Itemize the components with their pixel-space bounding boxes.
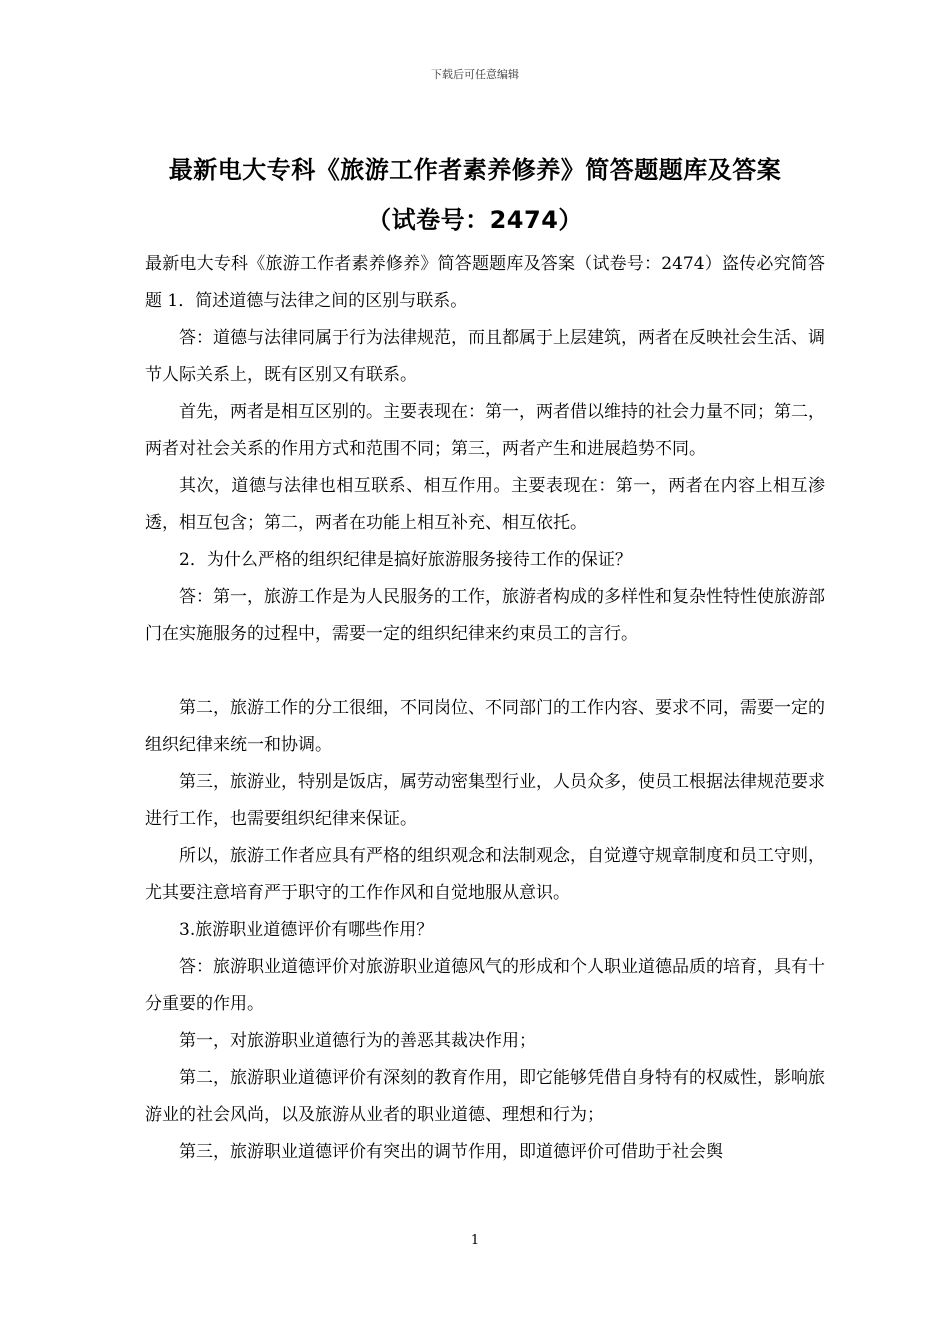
page-number: 1: [470, 1233, 480, 1248]
paragraph-answer-2-first: 答：第一，旅游工作是为人民服务的工作，旅游者构成的多样性和复杂性特性使旅游部门在实施服务的过程中，需要一定的组织纪律来约束员工的言行。: [145, 587, 825, 644]
paragraph-answer-2-second: 第二，旅游工作的分工很细，不同岗位、不同部门的工作内容、要求不同，需要一定的组织纪律来统一和协调。: [145, 698, 825, 755]
paragraph-answer-1-second: 其次，道德与法律也相互联系、相互作用。主要表现在：第一，两者在内容上相互渗透，相互包含；第二，两者在功能上相互补充、相互依托。: [145, 476, 825, 533]
paragraph-answer-3-second: 第二，旅游职业道德评价有深刻的教育作用，即它能够凭借自身特有的权威性，影响旅游业的社会风尚，以及旅游从业者的职业道德、理想和行为；: [145, 1068, 825, 1125]
paragraph-answer-2-third: 第三，旅游业，特别是饭店，属劳动密集型行业，人员众多，使员工根据法律规范要求进行工作，也需要组织纪律来保证。: [145, 772, 825, 829]
paragraph-answer-3-intro: 答：旅游职业道德评价对旅游职业道德风气的形成和个人职业道德品质的培育，具有十分重要的作用。: [145, 957, 825, 1014]
document-title-line-1: 最新电大专科《旅游工作者素养修养》简答题题库及答案: [168, 156, 782, 184]
paragraph-question-3: 3.旅游职业道德评价有哪些作用？: [179, 920, 434, 940]
page-header-note: 下载后可任意编辑: [431, 68, 519, 81]
paragraph-answer-2-conclusion: 所以，旅游工作者应具有严格的组织观念和法制观念，自觉遵守规章制度和员工守则，尤其要注意培育严于职守的工作作风和自觉地服从意识。: [145, 846, 825, 903]
paragraph-answer-1: 答：道德与法律同属于行为法律规范，而且都属于上层建筑，两者在反映社会生活、调节人际关系上，既有区别又有联系。: [145, 328, 825, 385]
paragraph-answer-3-third: 第三，旅游职业道德评价有突出的调节作用，即道德评价可借助于社会舆: [179, 1142, 723, 1162]
document-title-line-2: （试卷号：2474）: [367, 206, 583, 234]
document-body: [145, 246, 825, 1171]
paragraph-question-2: 2．为什么严格的组织纪律是搞好旅游服务接待工作的保证？: [179, 550, 632, 570]
paragraph-answer-3-first: 第一，对旅游职业道德行为的善恶其裁决作用；: [179, 1031, 536, 1051]
paragraph-intro: 最新电大专科《旅游工作者素养修养》简答题题库及答案（试卷号：2474）盗传必究简答题 1．简述道德与法律之间的区别与联系。: [145, 254, 825, 311]
paragraph-answer-1-first: 首先，两者是相互区别的。主要表现在：第一，两者借以维持的社会力量不同；第二，两者对社会关系的作用方式和范围不同；第三，两者产生和进展趋势不同。: [145, 402, 825, 459]
